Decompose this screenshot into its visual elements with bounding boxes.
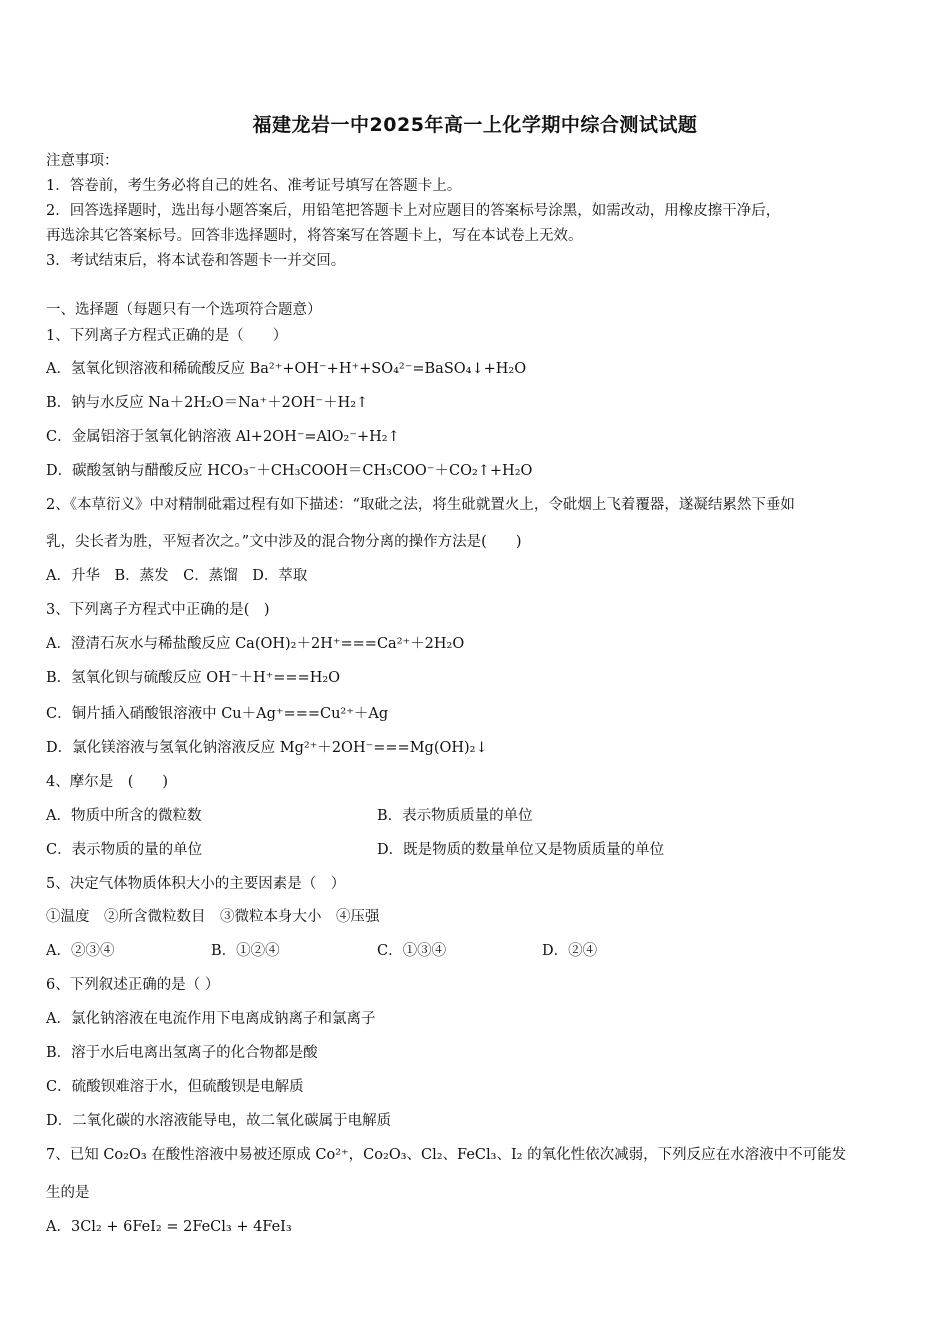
q3-option-c: C．铜片插入硝酸银溶液中 Cu＋Ag⁺===Cu²⁺＋Ag	[46, 706, 389, 722]
q4-options-row2	[46, 840, 916, 860]
notice-item-2b: 再选涂其它答案标号。回答非选择题时，将答案写在答题卡上，写在本试卷上无效。	[46, 228, 583, 244]
notice-item-1: 1．答卷前，考生务必将自己的姓名、准考证号填写在答题卡上。	[46, 178, 462, 194]
q3-option-b: B．氢氧化钡与硫酸反应 OH⁻＋H⁺===H₂O	[46, 670, 341, 686]
q5-option-c: C．①③④	[377, 943, 447, 959]
q2-stem-line2: 乳，尖长者为胜，平短者次之。”文中涉及的混合物分离的操作方法是( )	[46, 534, 522, 550]
q2-stem-line1: 2、《本草衍义》中对精制砒霜过程有如下描述：“取砒之法，将生砒就置火上，令砒烟上飞着覆器，遂凝结累然下垂如	[46, 497, 795, 513]
notice-item-2a: 2．回答选择题时，选出每小题答案后，用铅笔把答题卡上对应题目的答案标号涂黑，如需改动，用橡皮擦干净后，	[46, 203, 781, 219]
notice-heading: 注意事项：	[46, 153, 119, 169]
q1-stem: 1、下列离子方程式正确的是（ ）	[46, 328, 288, 344]
q4-option-a: A．物质中所含的微粒数	[46, 808, 202, 824]
q5-factors: ①温度 ②所含微粒数目 ③微粒本身大小 ④压强	[46, 909, 380, 925]
notice-item-3: 3．考试结束后，将本试卷和答题卡一并交回。	[46, 253, 346, 269]
q5-stem: 5、决定气体物质体积大小的主要因素是（ ）	[46, 876, 346, 892]
section-heading: 一、选择题（每题只有一个选项符合题意）	[46, 302, 322, 318]
q2-options: A．升华 B．蒸发 C．蒸馏 D．萃取	[46, 568, 308, 584]
q6-option-d: D．二氧化碳的水溶液能导电，故二氧化碳属于电解质	[46, 1113, 392, 1129]
q1-option-b: B．钠与水反应 Na＋2H₂O＝Na⁺＋2OH⁻＋H₂↑	[46, 395, 369, 411]
q4-option-d: D．既是物质的数量单位又是物质质量的单位	[377, 842, 665, 858]
q7-stem-line2: 生的是	[46, 1185, 90, 1201]
q5-option-a: A．②③④	[46, 943, 115, 959]
page-title: 福建龙岩一中2025年高一上化学期中综合测试试题	[252, 114, 698, 136]
q4-option-b: B．表示物质质量的单位	[377, 808, 533, 824]
q5-option-b: B．①②④	[211, 943, 280, 959]
q1-option-d: D．碳酸氢钠与醋酸反应 HCO₃⁻＋CH₃COOH＝CH₃COO⁻＋CO₂↑+H₂O	[46, 463, 533, 479]
q6-option-c: C．硫酸钡难溶于水，但硫酸钡是电解质	[46, 1079, 304, 1095]
q1-option-c: C．金属铝溶于氢氧化钠溶液 Al+2OH⁻=AlO₂⁻+H₂↑	[46, 429, 400, 445]
q3-option-d: D．氯化镁溶液与氢氧化钠溶液反应 Mg²⁺＋2OH⁻===Mg(OH)₂↓	[46, 740, 488, 756]
q4-stem: 4、摩尔是 ( )	[46, 774, 169, 790]
q4-option-c: C．表示物质的量的单位	[46, 842, 203, 858]
q5-option-d: D．②④	[542, 943, 598, 959]
q4-options-row1	[46, 806, 916, 826]
q3-stem: 3、下列离子方程式中正确的是( )	[46, 602, 270, 618]
q3-option-a: A．澄清石灰水与稀盐酸反应 Ca(OH)₂＋2H⁺===Ca²⁺＋2H₂O	[46, 636, 465, 652]
q6-option-a: A．氯化钠溶液在电流作用下电离成钠离子和氯离子	[46, 1011, 376, 1027]
q1-option-a: A．氢氧化钡溶液和稀硫酸反应 Ba²⁺+OH⁻+H⁺+SO₄²⁻=BaSO₄↓+H₂O	[46, 361, 527, 377]
q6-stem: 6、下列叙述正确的是（ ）	[46, 977, 220, 993]
q7-stem-line1: 7、已知 Co₂O₃ 在酸性溶液中易被还原成 Co²⁺，Co₂O₃、Cl₂、FeCl₃、I₂ 的氧化性依次减弱，下列反应在水溶液中不可能发	[46, 1147, 847, 1163]
q7-option-a: A．3Cl₂ + 6FeI₂ = 2FeCl₃ + 4FeI₃	[46, 1219, 292, 1235]
q6-option-b: B．溶于水后电离出氢离子的化合物都是酸	[46, 1045, 318, 1061]
